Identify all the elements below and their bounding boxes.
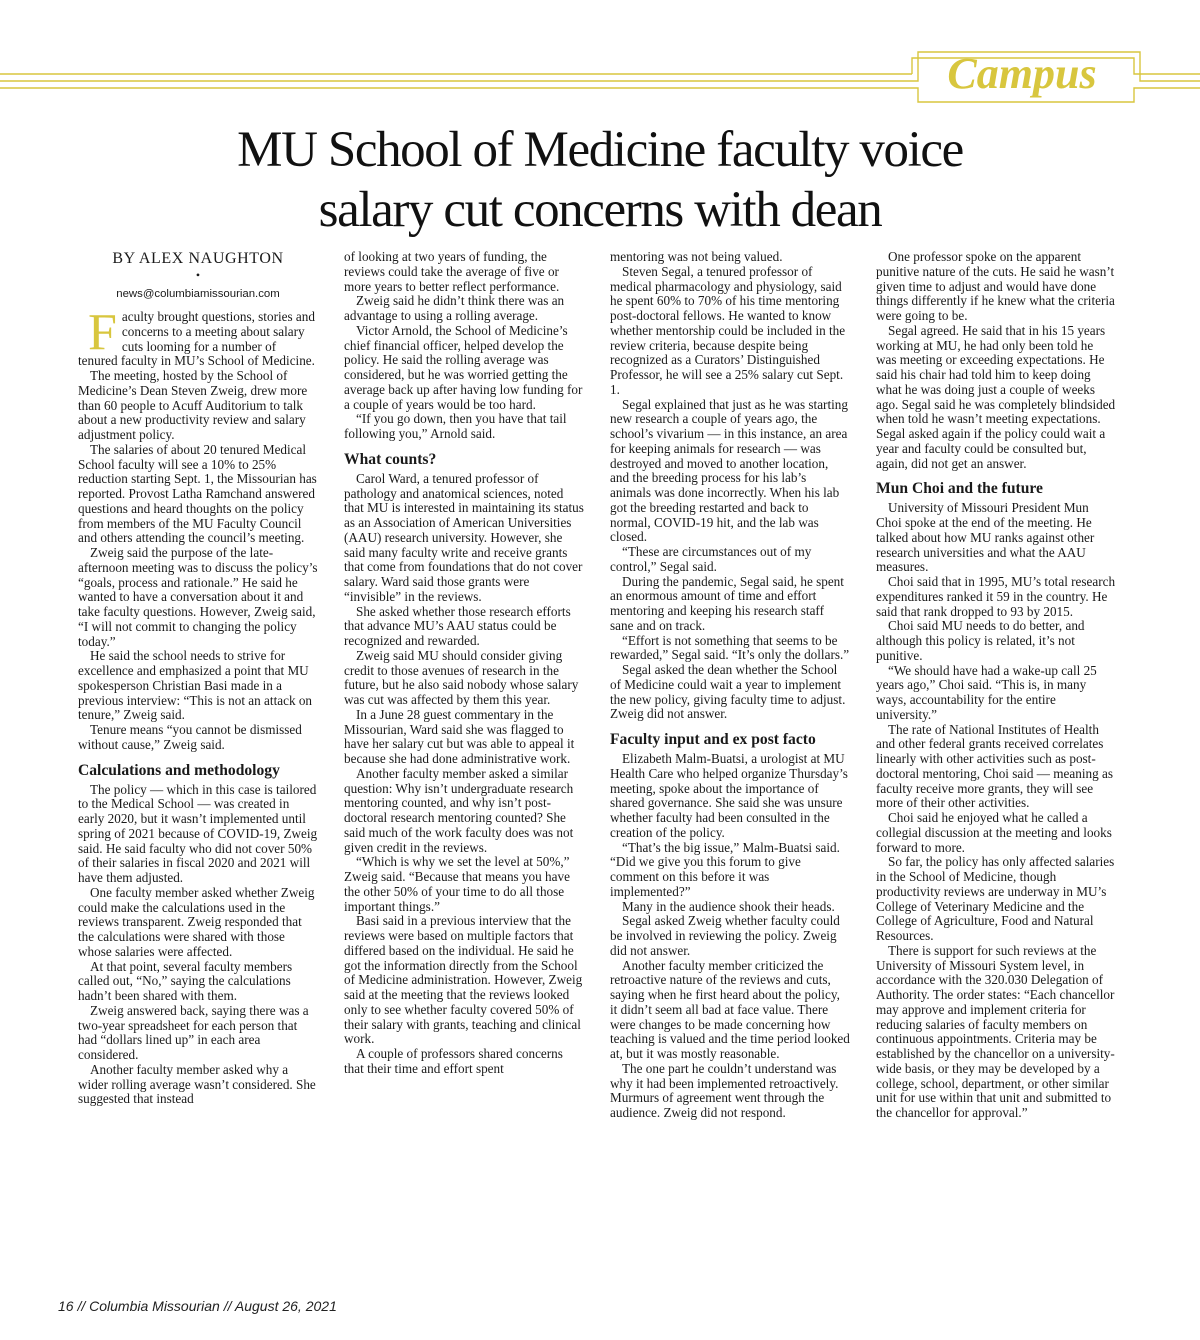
paragraph: Victor Arnold, the School of Medicine’s chief financial officer, helped develop the policy. He said the rolling average was considered, but he was worried getting the average back up after having low funding for a couple of years would be too hard. bbox=[344, 322, 583, 412]
paragraph: Segal asked Zweig whether faculty could be involved in reviewing the policy. Zweig did not answer. bbox=[610, 913, 840, 958]
paragraph: A couple of professors shared concerns that their time and effort spent bbox=[344, 1046, 563, 1076]
byline: BY ALEX NAUGHTON bbox=[112, 250, 284, 267]
section-label: Campus bbox=[947, 49, 1097, 98]
paragraph: Basi said in a previous interview that the reviews were based on multiple factors that differed based on the individual. He said he got the information directly from the School of Medicine administration. However, Zweig said at the meeting that the reviews looked only to see whether faculty covered 50% of their salary with grants, teaching and clinical work. bbox=[344, 913, 583, 1047]
paragraph: of looking at two years of funding, the reviews could take the average of five or more years to better reflect performance. bbox=[344, 250, 560, 294]
paragraph: At that point, several faculty members called out, “No,” saying the calculations hadn’t been shared with them. bbox=[78, 958, 293, 1003]
headline bbox=[0, 120, 1200, 240]
paragraph: Segal explained that just as he was starting new research a couple of years ago, the school’s vivarium — in this instance, an area for keeping animals for research — was destroyed and moved to another location, and the breeding process for his lab’s animals was done incorrectly. When his lab got the breeding restarted and back to normal, COVID-19 hit, and the lab was closed. bbox=[610, 396, 848, 545]
paragraph: Carol Ward, a tenured professor of pathology and anatomical sciences, noted that MU is interested in maintaining its status as an Association of American Universities (AAU) research university. However, she said many faculty write and receive grants that come from foundations that do not cover salary. Ward said those grants were “invisible” in the reviews. bbox=[344, 470, 584, 604]
subhead: Faculty input and ex post facto bbox=[610, 731, 816, 748]
paragraph: Choi said he enjoyed what he called a collegial discussion at the meeting and looks forward to more. bbox=[876, 810, 1112, 855]
paragraph: Another faculty member asked a similar question: Why isn’t undergraduate research mentoring counted, and why isn’t post-doctoral research mentoring counted? She said much of the work faculty does was not given credit in the reviews. bbox=[344, 765, 574, 855]
article-column-3 bbox=[610, 250, 850, 1292]
paragraph: There is support for such reviews at the University of Missouri System level, in accordance with the 320.030 Delegation of Authority. The order states: “Each chancellor may approve and implement criteria for reducing salaries of faculty members on continuous appointments. Criteria may be established by the chancellor on a university-wide basis, or they may be developed by a college, school, department, or other similar unit for use within that unit and submitted to the chancellor for approval.” bbox=[876, 942, 1115, 1120]
paragraph: He said the school needs to strive for excellence and emphasized a point that MU spokesperson Christian Basi made in a previous interview: “This is not an attack on tenure,” Zweig said. bbox=[78, 648, 313, 723]
paragraph: “Effort is not something that seems to be rewarded,” Segal said. “It’s only the dollars.” bbox=[610, 632, 850, 663]
paragraph: During the pandemic, Segal said, he spent an enormous amount of time and effort mentoring and keeping his research staff sane and on track. bbox=[610, 573, 844, 633]
paragraph: “These are circumstances out of my control,” Segal said. bbox=[610, 544, 812, 574]
page-footer: 16 // Columbia Missourian // August 26, 2021 bbox=[58, 1298, 337, 1314]
paragraph: Choi said that in 1995, MU’s total research expenditures ranked it 59 in the country. He said that rank dropped to 93 by 2015. bbox=[876, 574, 1116, 619]
subhead: Calculations and methodology bbox=[78, 761, 280, 779]
article-column-2 bbox=[344, 250, 584, 1292]
paragraph: The salaries of about 20 tenured Medical School faculty will see a 10% to 25% reduction starting Sept. 1, the Missourian has reported. Provost Latha Ramchand answered questions and heard thoughts on the policy from members of the MU Faculty Council and others attending the council’s meeting. bbox=[78, 441, 317, 546]
paragraph: She asked whether those research efforts that advance MU’s AAU status could be recognized and rewarded. bbox=[344, 603, 571, 648]
paragraph: “Which is why we set the level at 50%,” Zweig said. “Because that means you have the other 50% of your time to do all those important things.” bbox=[344, 854, 570, 914]
lead-text: aculty brought questions, stories and concerns to a meeting about salary cuts looming for a number of tenured faculty in MU’s School of Medicine. bbox=[78, 309, 315, 369]
article-column-1 bbox=[78, 250, 318, 1292]
paragraph: University of Missouri President Mun Choi spoke at the end of the meeting. He talked about how MU ranks against other research universities and what the AAU measures. bbox=[876, 500, 1095, 575]
headline-line-1: MU School of Medicine faculty voice bbox=[237, 122, 963, 178]
paragraph: Steven Segal, a tenured professor of medical pharmacology and physiology, said he spent 60% to 70% of his time mentoring post-doctoral fellows. He wanted to know whether mentorship could be included in the review criteria, because despite being recognized as a Curators’ Distinguished Professor, he will see a 25% salary cut Sept. 1. bbox=[610, 263, 846, 397]
paragraph: “That’s the big issue,” Malm-Buatsi said. “Did we give you this forum to give comment on this before it was implemented?” bbox=[610, 839, 840, 899]
paragraph: Elizabeth Malm-Buatsi, a urologist at MU Health Care who helped organize Thursday’s meeting, spoke about the importance of shared governance. She said she was unsure whether faculty had been consulted in the creation of the policy. bbox=[610, 751, 848, 840]
paragraph: “If you go down, then you have that tail following you,” Arnold said. bbox=[344, 411, 567, 441]
lead-paragraph bbox=[78, 304, 318, 369]
paragraph: One professor spoke on the apparent punitive nature of the cuts. He said he wasn’t given time to adjust and would have done things differently if he knew what the criteria were going to be. bbox=[876, 250, 1115, 323]
paragraph: Zweig answered back, saying there was a two-year spreadsheet for each person that had “dollars lined up” in each area considered. bbox=[78, 1002, 309, 1062]
drop-cap: F bbox=[88, 304, 117, 361]
article-column-4 bbox=[876, 250, 1116, 1292]
paragraph: The policy — which in this case is tailored to the Medical School — was created in early 2020, but it wasn’t implemented until spring of 2021 because of COVID-19, Zweig said. He said faculty who did not cover 50% of their salaries in fiscal 2020 and 2021 will have them adjusted. bbox=[78, 781, 318, 885]
author-email: news@columbiamissourian.com bbox=[116, 288, 280, 300]
paragraph: Zweig said the purpose of the late-afternoon meeting was to discuss the policy’s “goals, process and rationale.” He said he wanted to have a conversation about it and take faculty questions. However, Zweig said, “I will not commit to changing the policy today.” bbox=[78, 545, 318, 649]
paragraph: Another faculty member criticized the retroactive nature of the reviews and cuts, saying when he first heard about the policy, it didn’t seem all bad at face value. There were changes to be made concerning how teaching is valued and the time period looked at, but it was mostly reasonable. bbox=[610, 957, 850, 1061]
paragraph: mentoring was not being valued. bbox=[610, 250, 783, 264]
headline-line-2: salary cut concerns with dean bbox=[318, 182, 882, 238]
paragraph: “We should have had a wake-up call 25 years ago,” Choi said. “This is, in many ways, accountability for the entire university.” bbox=[876, 662, 1097, 722]
paragraph: Another faculty member asked why a wider rolling average wasn’t considered. She suggested that instead bbox=[78, 1061, 316, 1107]
paragraph: Segal asked the dean whether the School of Medicine could wait a year to implement the new policy, giving faculty time to adjust. Zweig did not answer. bbox=[610, 662, 846, 722]
paragraph: In a June 28 guest commentary in the Missourian, Ward said she was flagged to have her salary cut but was able to appeal it because she had done administrative work. bbox=[344, 706, 575, 766]
byline-separator: • bbox=[195, 268, 201, 282]
paragraph: Zweig said MU should consider giving credit to those avenues of research in the future, but he also said nobody whose salary was cut was affected by them this year. bbox=[344, 647, 579, 707]
paragraph: The rate of National Institutes of Health and other federal grants received correlates linearly with other activities such as post-doctoral mentoring, Choi said — meaning as faculty receive more grants, they will see more of their other activities. bbox=[876, 721, 1113, 811]
paragraph: So far, the policy has only affected salaries in the School of Medicine, though productivity reviews are underway in MU’s College of Veterinary Medicine and the College of Agriculture, Food and Natural Resources. bbox=[876, 854, 1115, 943]
paragraph: Choi said MU needs to do better, and although this policy is related, it’s not punitive. bbox=[876, 618, 1085, 663]
subhead: What counts? bbox=[344, 450, 437, 468]
paragraph: The meeting, hosted by the School of Medicine’s Dean Steven Zweig, drew more than 60 people to Acuff Auditorium to talk about a new productivity review and salary adjustment policy. bbox=[78, 368, 308, 442]
paragraph: Segal agreed. He said that in his 15 years working at MU, he had only been told he was meeting or exceeding expectations. He said his chair had told him to keep doing what he was doing just a couple of weeks ago. Segal said he was completely blindsided when told he wasn’t meeting expectations. Segal asked again if the policy could wait a year and faculty could be consulted but, again, did not get an answer. bbox=[876, 322, 1116, 471]
paragraph: Many in the audience shook their heads. bbox=[622, 898, 835, 914]
paragraph: Zweig said he didn’t think there was an advantage to using a rolling average. bbox=[344, 293, 565, 323]
paragraph: The one part he couldn’t understand was why it had been implemented retroactively. Murmurs of agreement went through the audience. Zweig did not respond. bbox=[610, 1060, 839, 1120]
paragraph: One faculty member asked whether Zweig could make the calculations used in the reviews transparent. Zweig responded that the calculations were shared with those whose salaries were affected. bbox=[78, 884, 315, 959]
paragraph: Tenure means “you cannot be dismissed without cause,” Zweig said. bbox=[78, 722, 302, 752]
subhead: Mun Choi and the future bbox=[876, 480, 1043, 498]
